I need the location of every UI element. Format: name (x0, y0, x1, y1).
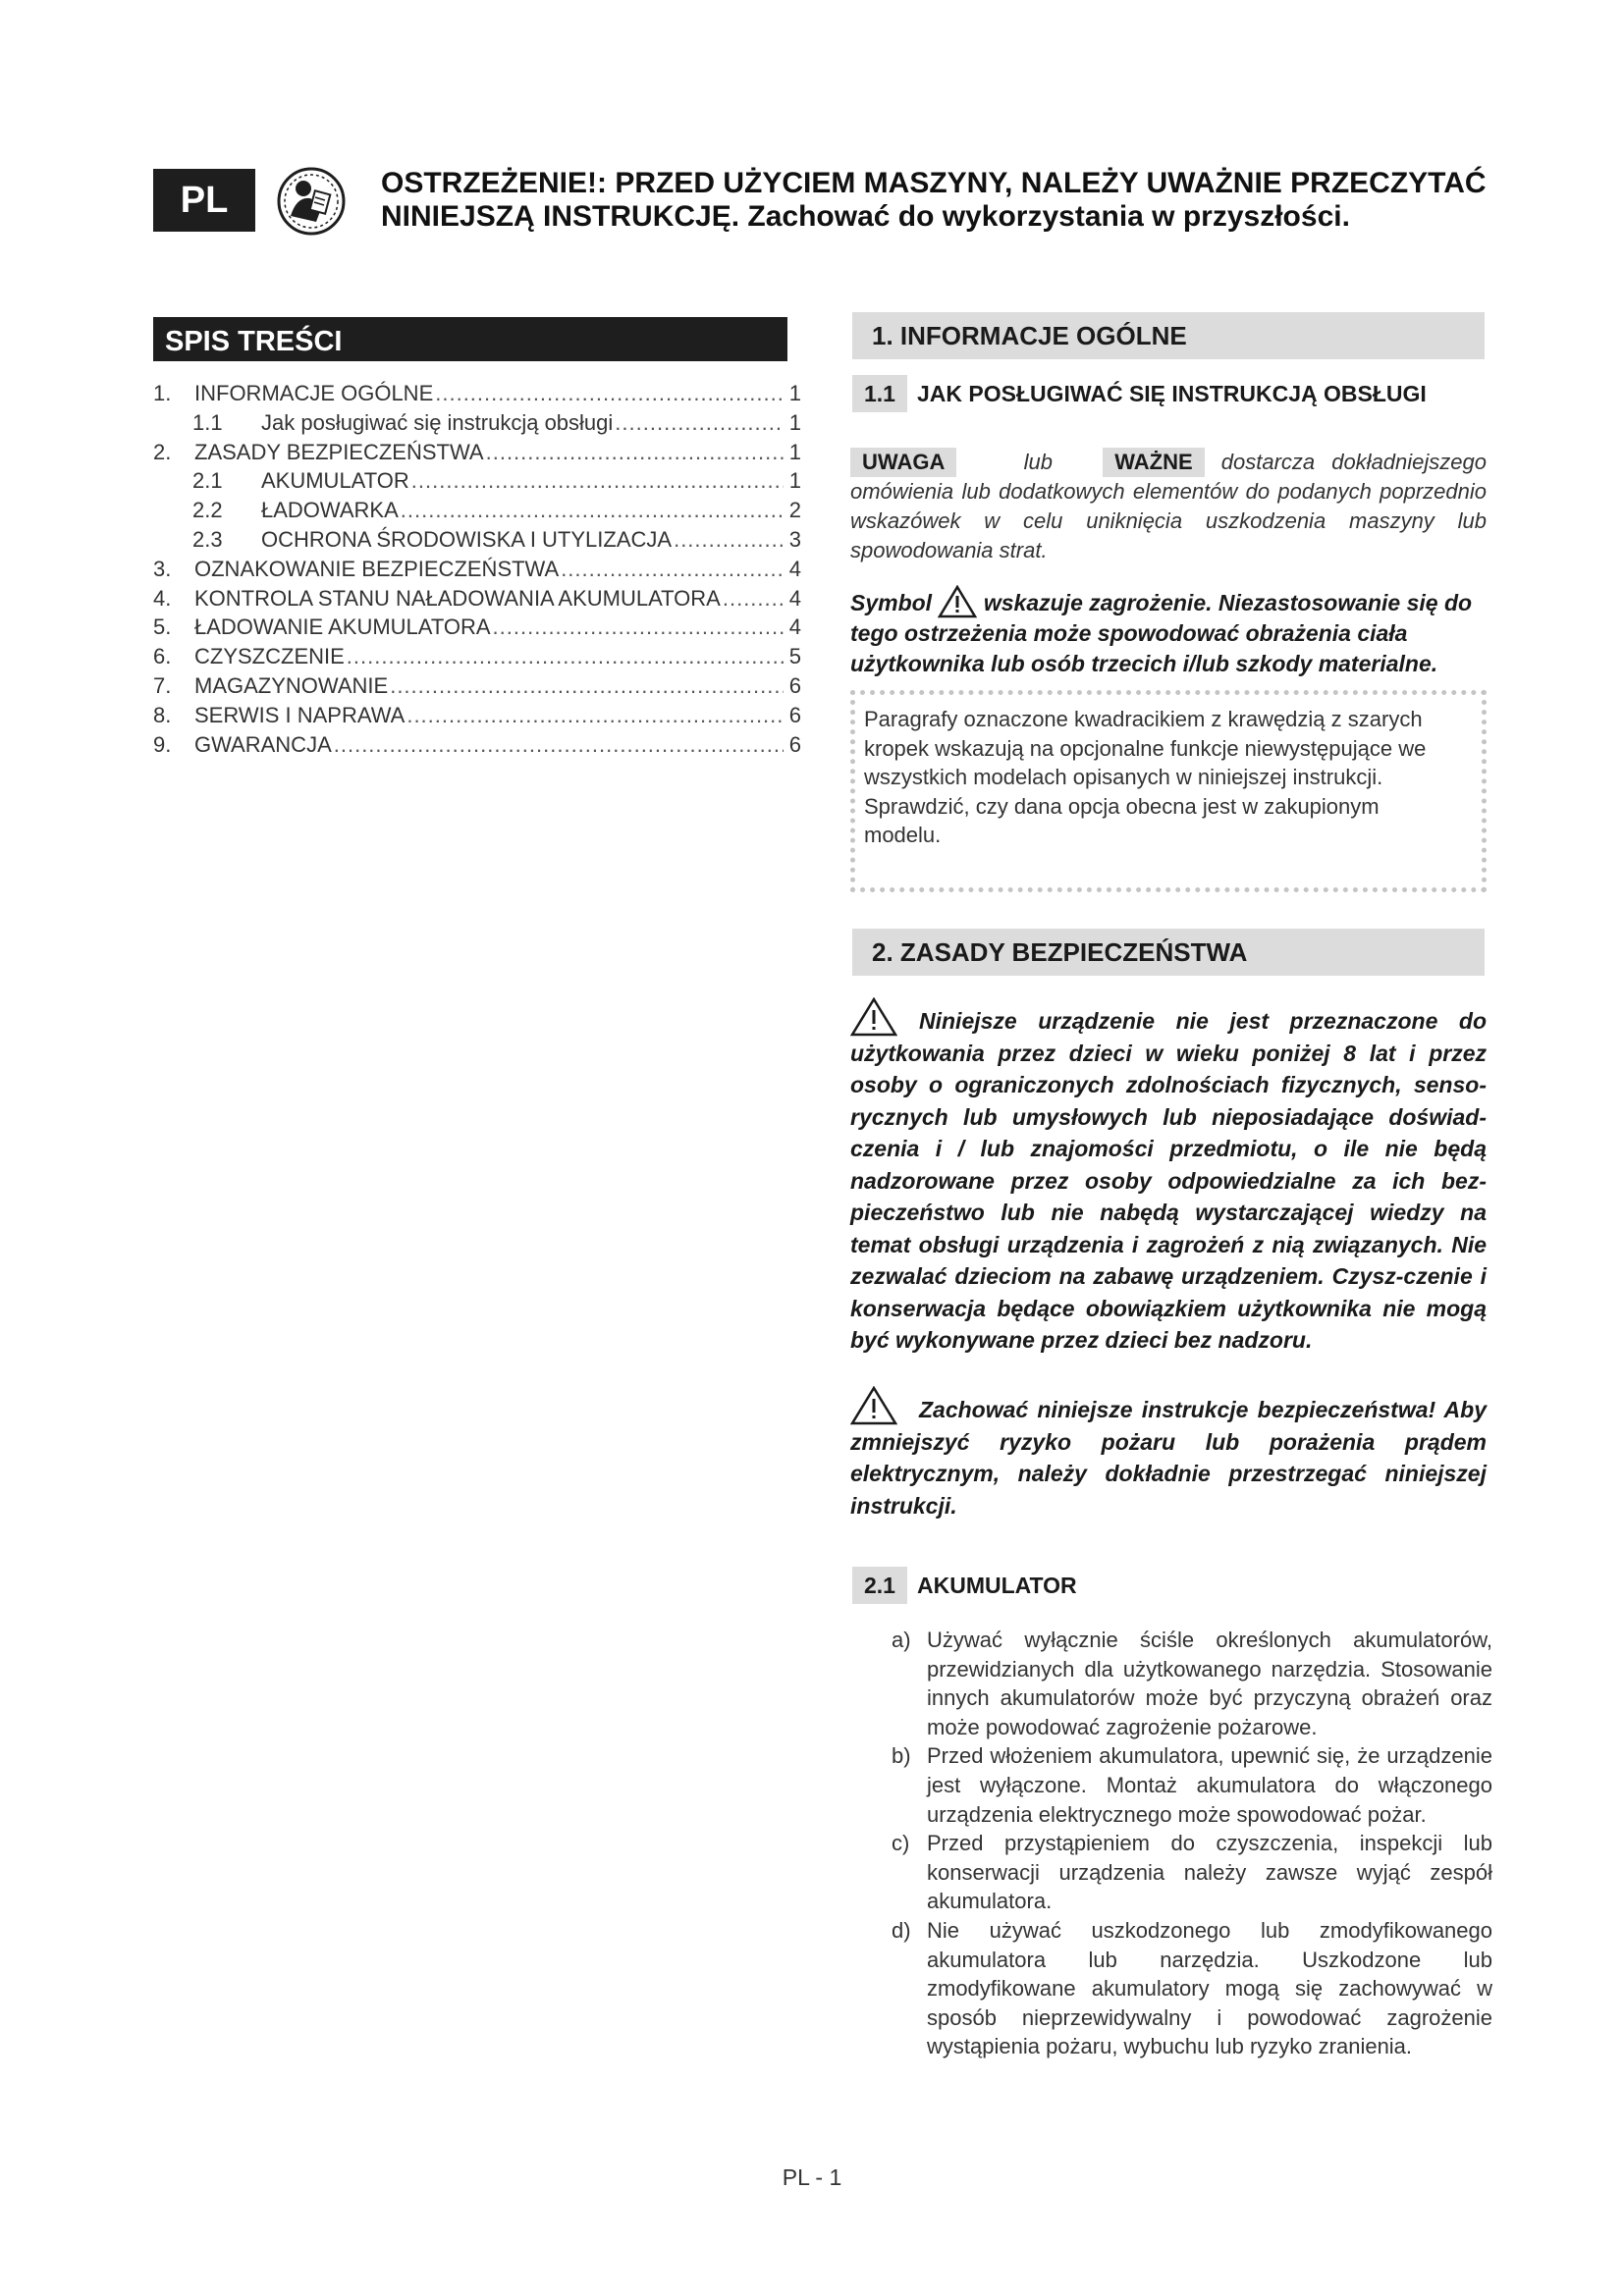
list-item (892, 1829, 1492, 1916)
language-badge: PL (153, 169, 255, 232)
toc-entry-number: 3. (153, 556, 172, 581)
toc-entry[interactable] (153, 525, 801, 555)
subsection-number: 1.1 (852, 375, 907, 412)
uwaga-paragraph (850, 448, 1487, 565)
list-item-text: Przed przystąpieniem do czyszczenia, inspekcji lub konserwacji urządzenia należy zawsze wyjąć zespół akumulatora. (927, 1831, 1492, 1914)
read-manual-icon (277, 167, 346, 236)
toc-entry[interactable] (153, 466, 801, 496)
list-item-letter: d) (892, 1917, 911, 1943)
toc-entry-number: 2.1 (192, 468, 223, 494)
toc-entry-page: 1 (788, 439, 801, 464)
children-warning-text: Niniejsze urządzenie nie jest przeznaczone do użytkowania przez dzieci w wieku poniżej 8 lat i przez osoby o ograniczonych zdolnościach fizycznych, senso-rycznych lub umysłowych lub nieposiadające doświad-czenia i / lub znajomości przedmiotu, o ile nie będą nadzorowane przez osoby odpowiedzialne za ich bez-pieczeństwo lub nie nabędą wystarczającej wiedzy na temat obsługi urządzenia i zagrożeń z nią związanych. Nie zezwalać dzieciom na zabawę urządzeniem. Czysz-czenie i konserwacja będące obowiązkiem użytkownika nie mogą być wykonywane przez dzieci bez nadzoru. (850, 1008, 1487, 1353)
toc-entry-page: 5 (788, 644, 801, 669)
toc-entry[interactable] (153, 496, 801, 525)
subsection-title: JAK POSŁUGIWAĆ SIĘ INSTRUKCJĄ OBSŁUGI (916, 380, 1427, 406)
warning-triangle-icon (850, 1386, 897, 1425)
section-2-heading: 2. ZASADY BEZPIECZEŃSTWA (852, 929, 1485, 976)
list-item-letter: a) (892, 1628, 911, 1652)
list-item (892, 1741, 1492, 1829)
list-item-text: Używać wyłącznie ściśle określonych akumulatorów, przewidzianych dla użytkowanego narzędzia. Stosowanie innych akumulatorów może być przyczyną obrażeń oraz może powodować zagrożenie pożarowe. (927, 1628, 1492, 1739)
toc-leader-dots (390, 671, 784, 701)
toc-entry-number: 5. (153, 614, 172, 640)
toc-entry-page: 6 (788, 731, 801, 757)
lub-text: lub (1023, 450, 1053, 474)
toc-entry[interactable] (153, 671, 801, 701)
children-warning (850, 997, 1487, 1357)
subsection-1-1-heading (852, 375, 1427, 412)
toc-entry-page: 6 (788, 672, 801, 698)
toc-leader-dots (723, 584, 784, 614)
warning-triangle-icon (938, 585, 977, 618)
safety-instructions-warning (850, 1386, 1487, 1522)
safety-instructions-text: Zachować niniejsze instrukcje bezpieczeństwa! Aby zmniejszyć ryzyko pożaru lub porażenia prądem elektrycznym, należy dokładnie przestrzegać niniejszej instrukcji. (850, 1397, 1487, 1519)
toc-entry-number: 4. (153, 585, 172, 611)
toc-entry-number: 6. (153, 644, 172, 669)
toc-entry-label: SERWIS I NAPRAWA (194, 702, 406, 727)
toc-entry-page: 1 (788, 409, 801, 435)
toc-entry[interactable] (153, 408, 801, 438)
toc-leader-dots (486, 438, 784, 467)
toc-entry-number: 2.2 (192, 498, 223, 523)
toc-leader-dots (561, 555, 784, 584)
list-item-text: Nie używać uszkodzonego lub zmodyfikowanego akumulatora lub narzędzia. Uszkodzone lub zmodyfikowane akumulatory mogą się zachowywać w sposób nieprzewidywalny i powodować zagrożenie wystąpienia pożaru, wybuchu lub ryzyko zranienia. (927, 1917, 1492, 2059)
toc-leader-dots (493, 613, 784, 642)
toc-leader-dots (334, 730, 784, 760)
toc-entry-page: 4 (788, 614, 801, 640)
list-item-letter: b) (892, 1743, 911, 1769)
toc-entry[interactable] (153, 613, 801, 642)
toc-entry-label: Jak posługiwać się instrukcją obsługi (261, 409, 614, 435)
toc-entry-label: ZASADY BEZPIECZEŃSTWA (194, 439, 484, 464)
list-item (892, 1626, 1492, 1741)
toc-entry-page: 6 (788, 702, 801, 727)
symbol-label: Symbol (850, 590, 933, 615)
toc-entry-number: 8. (153, 702, 172, 727)
toc-entry-label: OCHRONA ŚRODOWISKA I UTYLIZACJA (261, 526, 673, 552)
toc-leader-dots (615, 408, 784, 438)
symbol-paragraph (850, 585, 1487, 679)
toc-entry[interactable] (153, 642, 801, 671)
toc-entry[interactable] (153, 438, 801, 467)
subsection-2-1-heading (852, 1567, 1077, 1604)
wazne-tag: WAŻNE (1103, 448, 1204, 477)
toc-entry-label: KONTROLA STANU NAŁADOWANIA AKUMULATORA (194, 585, 721, 611)
header-warning-line2: NINIEJSZĄ INSTRUKCJĘ. Zachować do wykorzystania w przyszłości. (381, 200, 1350, 233)
symbol-text: wskazuje zagrożenie. Niezastosowanie się do tego ostrzeżenia może spowodować obrażenia ciała użytkownika lub osób trzecich i/lub szkody materialne. (850, 590, 1473, 676)
toc-entry-number: 2. (153, 439, 172, 464)
battery-rules-list (892, 1626, 1492, 2061)
toc-entry-number: 1.1 (192, 409, 223, 435)
subsection-title: AKUMULATOR (916, 1572, 1077, 1598)
warning-triangle-icon (850, 997, 897, 1037)
list-item-letter: c) (892, 1831, 910, 1856)
uwaga-tag: UWAGA (850, 448, 956, 477)
toc-entry-number: 2.3 (192, 526, 223, 552)
toc-leader-dots (347, 642, 784, 671)
toc-entry[interactable] (153, 555, 801, 584)
uwaga-text: dostarcza dokładniejszego omówienia lub dodatkowych elementów do podanych poprzednio wskazówek w celu uniknięcia uszkodzenia maszyny lub spowodowania strat. (850, 450, 1487, 562)
toc-leader-dots (411, 466, 784, 496)
toc-leader-dots (406, 701, 784, 730)
toc-entry-label: GWARANCJA (194, 731, 332, 757)
subsection-number: 2.1 (852, 1567, 907, 1604)
list-item (892, 1916, 1492, 2061)
toc-entry[interactable] (153, 701, 801, 730)
toc-leader-dots (435, 379, 784, 408)
toc-entry-label: ŁADOWARKA (261, 498, 399, 523)
toc-entry[interactable] (153, 584, 801, 614)
toc-list (153, 379, 801, 759)
toc-entry-number: 7. (153, 672, 172, 698)
header-warning (381, 167, 1520, 234)
toc-entry-label: AKUMULATOR (261, 468, 409, 494)
toc-entry-page: 4 (788, 585, 801, 611)
toc-entry-label: CZYSZCZENIE (194, 644, 345, 669)
toc-entry-label: INFORMACJE OGÓLNE (194, 381, 434, 405)
toc-leader-dots (401, 496, 784, 525)
optional-feature-text: Paragrafy oznaczone kwadracikiem z krawędzią z szarych kropek wskazują na opcjonalne funkcje niewystępujące we wszystkich modelach opisanych w niniejszej instrukcji. Sprawdzić, czy dana opcja obecna jest w zakupionym modelu. (864, 707, 1427, 847)
toc-entry-page: 1 (788, 381, 801, 405)
toc-entry-number: 9. (153, 731, 172, 757)
header-warning-line1: OSTRZEŻENIE!: PRZED UŻYCIEM MASZYNY, NALEŻY UWAŻNIE PRZECZYTAĆ (381, 167, 1487, 199)
section-1-heading: 1. INFORMACJE OGÓLNE (852, 312, 1485, 359)
toc-entry-page: 4 (788, 556, 801, 581)
list-item-text: Przed włożeniem akumulatora, upewnić się, że urządzenie jest wyłączone. Montaż akumulatora do włączonego urządzenia elektrycznego może spowodować pożar. (927, 1743, 1492, 1827)
toc-entry-page: 3 (788, 526, 801, 552)
toc-title: SPIS TREŚCI (153, 317, 787, 361)
toc-entry[interactable] (153, 730, 801, 760)
toc-entry-page: 1 (788, 468, 801, 494)
toc-entry-label: MAGAZYNOWANIE (194, 672, 389, 698)
toc-entry-label: ŁADOWANIE AKUMULATORA (194, 614, 491, 640)
toc-entry[interactable] (153, 379, 801, 408)
page-number: PL - 1 (782, 2164, 842, 2190)
toc-leader-dots (674, 525, 784, 555)
toc-entry-page: 2 (788, 498, 801, 523)
toc-entry-number: 1. (153, 381, 172, 405)
toc-entry-label: OZNAKOWANIE BEZPIECZEŃSTWA (194, 556, 560, 581)
